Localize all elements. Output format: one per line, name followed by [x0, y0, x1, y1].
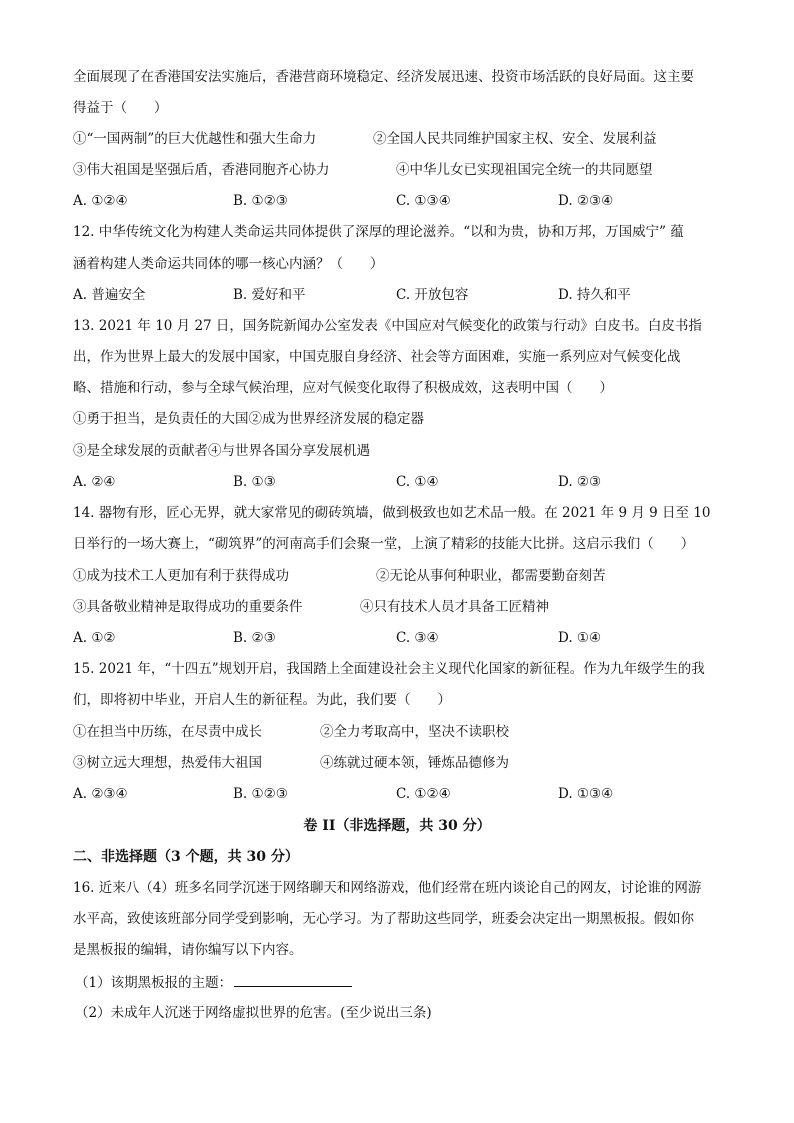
option-a: A. ②④ [73, 474, 116, 490]
statement-4: ④练就过硬本领，锤炼品德修为 [320, 755, 509, 771]
question-text: 全面展现了在香港国安法实施后，香港营商环境稳定、经济发展迅速、投资市场活跃的良好局面。这主要 [73, 69, 694, 85]
question-15-text: 15. 2021 年，“十四五”规划开启，我国踏上全面建设社会主义现代化国家的新征程。作为九年级学生的我 [73, 661, 705, 677]
option-b: B. 爱好和平 [233, 287, 306, 303]
statement-4: ④中华儿女已实现祖国完全统一的共同愿望 [396, 162, 653, 178]
answer-blank[interactable] [234, 973, 352, 987]
option-b: B. ①②③ [233, 786, 288, 802]
option-a: A. 普遍安全 [73, 287, 146, 303]
question-12-text: 涵着构建人类命运共同体的哪一核心内涵？（ ） [73, 256, 384, 272]
option-d: D. 持久和平 [558, 287, 631, 303]
question-13-text: 略、措施和行动，参与全球气候治理，应对气候变化取得了积极成效，这表明中国（ ） [73, 380, 613, 396]
statement-3: ③伟大祖国是坚强后盾，香港同胞齐心协力 [73, 162, 330, 178]
subquestion-1-label: （1）该期黑板报的主题： [75, 975, 233, 991]
option-a: A. ①② [73, 630, 116, 646]
option-b: B. ①③ [233, 474, 276, 490]
option-c: C. ③④ [396, 630, 439, 646]
statement-1: ①“一国两制”的巨大优越性和强大生命力 [73, 131, 317, 147]
question-16-text: 是黑板报的编辑，请你编写以下内容。 [73, 942, 303, 958]
part-heading: 二、非选择题（3 个题，共 30 分） [73, 849, 299, 865]
statement-line: ①勇于担当，是负责任的大国②成为世界经济发展的稳定器 [73, 411, 424, 427]
question-14-text: 14. 器物有形，匠心无界，就大家常见的砌砖筑墙，做到极致也如艺术品一般。在 2021 年 9 月 9 日至 10 [73, 505, 711, 521]
question-16-text: 16. 近来八（4）班多名同学沉迷于网络聊天和网络游戏，他们经常在班内谈论自己的网友，讨论谁的网游 [73, 880, 702, 896]
section-title: 卷 II（非选择题，共 30 分） [303, 818, 491, 834]
statement-2: ②全国人民共同维护国家主权、安全、发展利益 [373, 131, 657, 147]
option-c: C. ①②④ [396, 786, 451, 802]
option-c: C. 开放包容 [396, 287, 469, 303]
option-c: C. ①③④ [396, 193, 451, 209]
option-b: B. ①②③ [233, 193, 288, 209]
question-text: 得益于（ ） [73, 100, 168, 116]
question-15-text: 们，即将初中毕业，开启人生的新征程。为此，我们要（ ） [73, 692, 451, 708]
option-d: D. ①④ [558, 630, 602, 646]
question-13-text: 13. 2021 年 10 月 27 日，国务院新闻办公室发表《中国应对气候变化的政策与行动》白皮书。白皮书指 [73, 318, 702, 334]
statement-3: ③树立远大理想，热爱伟大祖国 [73, 755, 262, 771]
option-d: D. ①③④ [558, 786, 614, 802]
statement-line: ③是全球发展的贡献者④与世界各国分享发展机遇 [73, 443, 370, 459]
subquestion-2: （2）未成年人沉迷于网络虚拟世界的危害。(至少说出三条) [75, 1005, 432, 1021]
subquestion-1 [75, 973, 352, 992]
option-d: D. ②③④ [558, 193, 614, 209]
statement-2: ②全力考取高中，坚决不读职校 [320, 724, 509, 740]
option-a: A. ①②④ [73, 193, 128, 209]
option-a: A. ②③④ [73, 786, 128, 802]
option-b: B. ②③ [233, 630, 276, 646]
option-c: C. ①④ [396, 474, 439, 490]
question-13-text: 出，作为世界上最大的发展中国家，中国克服自身经济、社会等方面困难，实施一系列应对气候变化战 [73, 349, 681, 365]
question-16-text: 水平高，致使该班部分同学受到影响，无心学习。为了帮助这些同学，班委会决定出一期黑板报。假如你 [73, 911, 694, 927]
statement-1: ①在担当中历练，在尽责中成长 [73, 724, 262, 740]
statement-2: ②无论从事何种职业，都需要勤奋刻苦 [376, 568, 606, 584]
question-12-text: 12. 中华传统文化为构建人类命运共同体提供了深厚的理论滋养。“以和为贵，协和万邦，万国威宁” 蕴 [73, 224, 684, 240]
statement-1: ①成为技术工人更加有利于获得成功 [73, 568, 289, 584]
option-d: D. ②③ [558, 474, 602, 490]
statement-4: ④只有技术人员才具备工匠精神 [360, 599, 549, 615]
statement-3: ③具备敬业精神是取得成功的重要条件 [73, 599, 303, 615]
question-14-text: 日举行的一场大赛上，“砌筑界”的河南高手们会聚一堂，上演了精彩的技能大比拼。这启示我们（ ） [73, 536, 695, 552]
